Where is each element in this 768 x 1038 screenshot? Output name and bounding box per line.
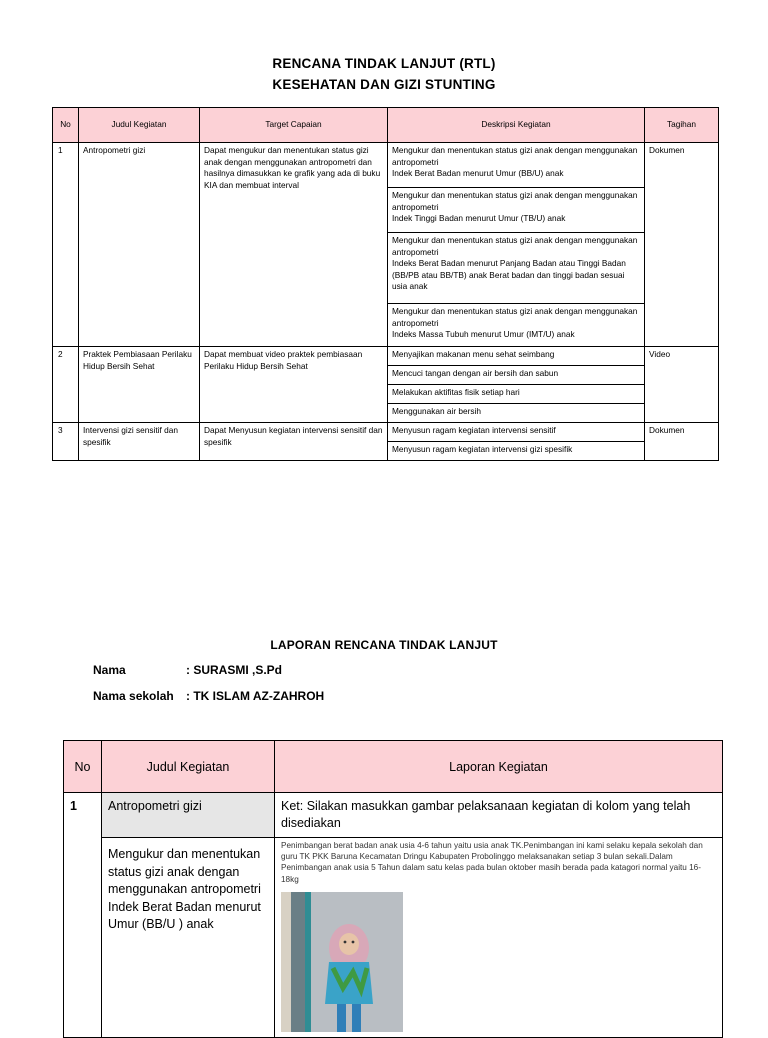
header-no: No	[64, 741, 102, 793]
header-laporan: Laporan Kegiatan	[275, 741, 723, 793]
row-no: 3	[53, 423, 79, 461]
row-sub-judul	[102, 838, 275, 1038]
row-deskripsi: Mengukur dan menentukan status gizi anak dengan menggunakan antropometri Indek Tinggi Badan menurut Umur (TB/U) anak	[388, 188, 645, 233]
header-judul: Judul Kegiatan	[102, 741, 275, 793]
laporan-header-row	[64, 741, 723, 793]
laporan-title: LAPORAN RENCANA TINDAK LANJUT	[270, 638, 498, 652]
row-no: 2	[53, 347, 79, 423]
row-no: 1	[64, 793, 102, 1038]
child-photo-image	[281, 892, 403, 1032]
rtl-title: RENCANA TINDAK LANJUT (RTL)	[272, 56, 496, 71]
header-judul: Judul Kegiatan	[79, 108, 200, 143]
nama-value: : SURASMI ,S.Pd	[186, 663, 283, 677]
report-text: Penimbangan berat badan anak usia 4-6 tahun yaitu usia anak TK.Penimbangan ini kami selaku kepala sekolah dan guru TK PKK Baruna Kecamatan Dringu Kabupaten Probolinggo melaksanakan setiap 3 bulan sekali.Dalam Penimbangan anak usia 5 Tahun dalam satu kelas pada bulan oktober masih berada pada katagori normal yaitu 16-18kg	[281, 841, 703, 884]
row-deskripsi: Menyusun ragam kegiatan intervensi sensitif	[388, 423, 645, 442]
row-deskripsi: Mencuci tangan dengan air bersih dan sabun	[388, 366, 645, 385]
table-row	[64, 838, 723, 1038]
header-target: Target Capaian	[200, 108, 388, 143]
sub-judul-1: Mengukur dan menentukan status gizi anak dengan menggunakan antropometri	[108, 847, 261, 896]
sub-judul-2: Indek Berat Badan menurut Umur (BB/U ) anak	[108, 899, 261, 931]
ket-note: Ket: Silakan masukkan gambar pelaksanaan kegiatan di kolom yang telah disediakan	[281, 799, 691, 830]
row-judul: Intervensi gizi sensitif dan spesifik	[79, 423, 200, 461]
row-deskripsi: Menyajikan makanan menu sehat seimbang	[388, 347, 645, 366]
row-target: Dapat mengukur dan menentukan status gizi anak dengan menggunakan antropometri dan hasilnya dimasukkan ke grafik yang ada di buku KIA dan membuat interval	[200, 143, 388, 347]
row-tagihan: Dokumen	[645, 143, 719, 347]
rtl-subtitle: KESEHATAN DAN GIZI STUNTING	[272, 77, 496, 92]
table-row	[53, 423, 719, 442]
row-deskripsi: Melakukan aktifitas fisik setiap hari	[388, 385, 645, 404]
rtl-table	[52, 107, 719, 461]
row-judul: Antropometri gizi	[79, 143, 200, 347]
row-tagihan: Video	[645, 347, 719, 423]
header-tagihan: Tagihan	[645, 108, 719, 143]
sekolah-value: : TK ISLAM AZ-ZAHROH	[186, 689, 325, 703]
row-deskripsi: Mengukur dan menentukan status gizi anak dengan menggunakan antropometri Indeks Berat Badan menurut Panjang Badan atau Tinggi Badan (BB/PB atau BB/TB) anak Berat badan dan tinggi badan sesuai usia anak	[388, 233, 645, 304]
nama-label: Nama	[93, 663, 126, 677]
rtl-header-row	[53, 108, 719, 143]
laporan-table	[63, 740, 723, 1038]
header-no: No	[53, 108, 79, 143]
row-deskripsi: Mengukur dan menentukan status gizi anak dengan menggunakan antropometri Indek Berat Badan menurut Umur (BB/U) anak	[388, 143, 645, 188]
row-ket	[275, 793, 723, 838]
row-deskripsi: Menggunakan air bersih	[388, 404, 645, 423]
header-deskripsi: Deskripsi Kegiatan	[388, 108, 645, 143]
table-row	[64, 793, 723, 838]
row-judul: Antropometri gizi	[102, 793, 275, 838]
row-no: 1	[53, 143, 79, 347]
row-tagihan: Dokumen	[645, 423, 719, 461]
row-target: Dapat Menyusun kegiatan intervensi sensitif dan spesifik	[200, 423, 388, 461]
row-target: Dapat membuat video praktek pembiasaan Perilaku Hidup Bersih Sehat	[200, 347, 388, 423]
table-row	[53, 143, 719, 188]
table-row	[53, 347, 719, 366]
row-report	[275, 838, 723, 1038]
row-judul: Praktek Pembiasaan Perilaku Hidup Bersih Sehat	[79, 347, 200, 423]
row-deskripsi: Mengukur dan menentukan status gizi anak dengan menggunakan antropometri Indeks Massa Tubuh menurut Umur (IMT/U) anak	[388, 304, 645, 347]
activity-photo	[281, 892, 403, 1032]
row-deskripsi: Menyusun ragam kegiatan intervensi gizi spesifik	[388, 442, 645, 461]
sekolah-label: Nama sekolah	[93, 689, 174, 703]
